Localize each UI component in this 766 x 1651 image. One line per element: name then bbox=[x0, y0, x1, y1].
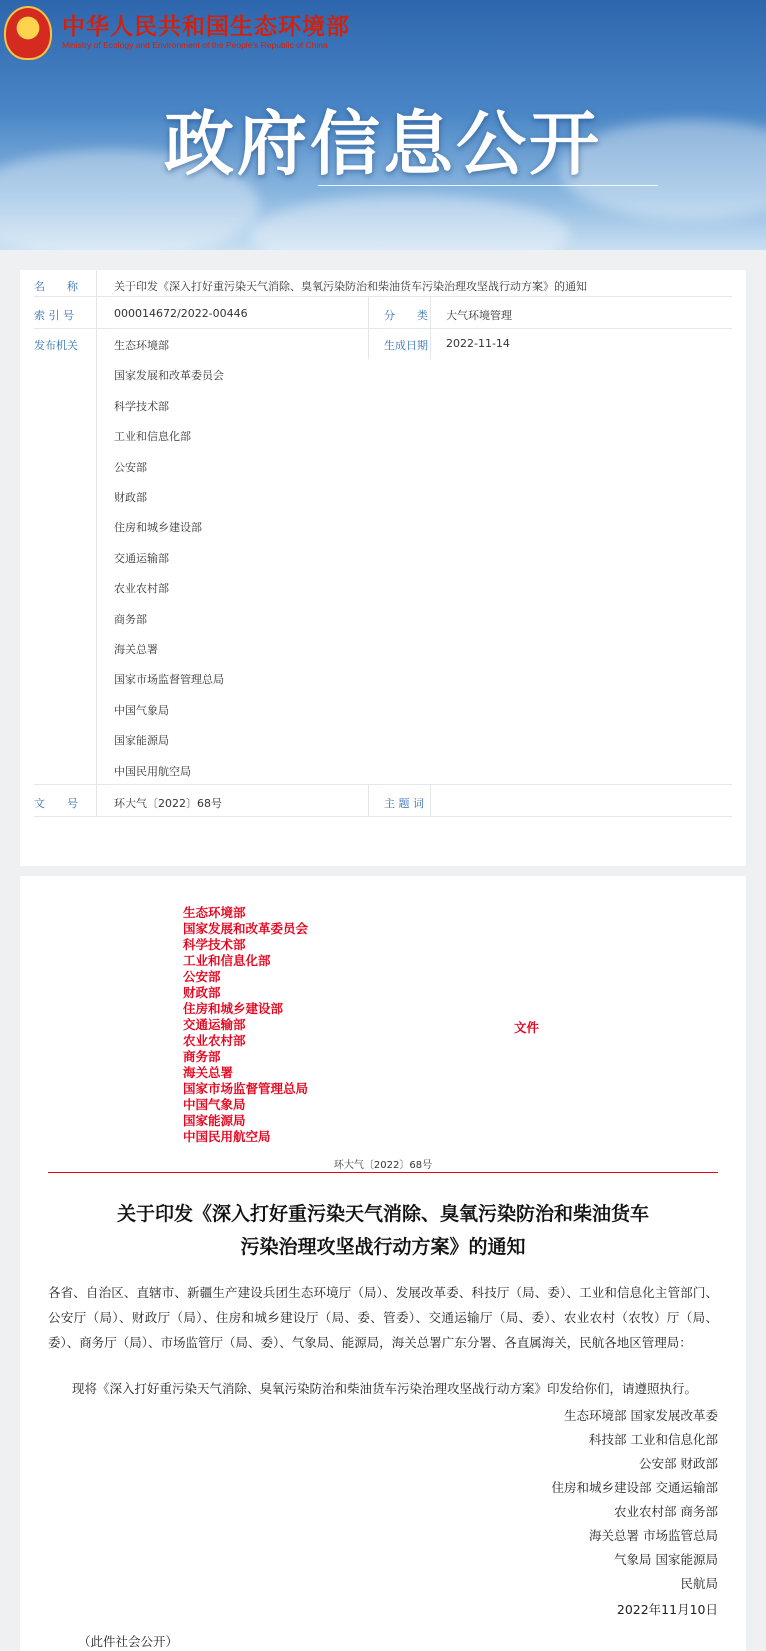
signature-line: 公安部 财政部 bbox=[639, 1456, 718, 1471]
info-row-docno bbox=[34, 785, 732, 817]
red-issuer: 中国民用航空局 bbox=[183, 1129, 271, 1144]
title-line: 污染治理攻坚战行动方案》的通知 bbox=[240, 1236, 526, 1258]
index-value: 000014672/2022-00446 bbox=[114, 307, 248, 320]
column-divider bbox=[368, 297, 369, 328]
name-label: 名 称 bbox=[34, 280, 78, 293]
issuer-item: 生态环境部 bbox=[114, 339, 169, 352]
issuer-item: 住房和城乡建设部 bbox=[114, 521, 202, 534]
signature-line: 科技部 工业和信息化部 bbox=[589, 1432, 718, 1447]
column-divider bbox=[368, 329, 369, 359]
red-header-issuers bbox=[183, 905, 308, 1145]
issuer-item: 中国气象局 bbox=[114, 704, 169, 717]
banner-title: 政府信息公开 bbox=[164, 103, 602, 185]
red-issuer: 住房和城乡建设部 bbox=[183, 1001, 284, 1016]
docno-label: 文 号 bbox=[34, 797, 78, 810]
national-emblem-icon[interactable]: ★ bbox=[4, 6, 52, 60]
red-issuer: 科学技术部 bbox=[183, 937, 246, 952]
name-value: 关于印发《深入打好重污染天气消除、臭氧污染防治和柴油货车污染治理攻坚战行动方案》的通知 bbox=[114, 280, 587, 293]
document-title bbox=[20, 1198, 746, 1264]
red-issuer: 工业和信息化部 bbox=[183, 953, 271, 968]
body-paragraph: 现将《深入打好重污染天气消除、臭氧污染防治和柴油货车污染治理攻坚战行动方案》印发给你们，请遵照执行。 bbox=[72, 1381, 698, 1396]
red-issuer: 国家发展和改革委员会 bbox=[183, 921, 309, 936]
red-issuer: 生态环境部 bbox=[183, 905, 246, 920]
red-issuer: 海关总署 bbox=[183, 1065, 234, 1080]
index-label: 索 引 号 bbox=[34, 309, 74, 322]
column-divider bbox=[430, 785, 431, 816]
issuer-label: 发布机关 bbox=[34, 339, 78, 352]
red-issuer: 商务部 bbox=[183, 1049, 221, 1064]
addressees-paragraph: 各省、自治区、直辖市、新疆生产建设兵团生态环境厅（局）、发展改革委、科技厅（局、委）、工业和信息化主管部门、公安厅（局）、财政厅（局）、住房和城乡建设厅（局、委、管委）、交通运输厅（局、委）、农业农村（农牧）厅（局、委）、商务厅（局）、市场监管厅（局、委）、气象局、能源局，海关总署广东分署、各直属海关，民航各地区管理局： bbox=[48, 1285, 718, 1350]
document-number: 环大气〔2022〕68号 bbox=[333, 1160, 433, 1171]
column-divider bbox=[430, 329, 431, 359]
category-label: 分 类 bbox=[384, 309, 428, 322]
sign-date: 2022年11月10日 bbox=[616, 1602, 718, 1617]
red-divider bbox=[48, 1172, 718, 1173]
red-issuer: 国家市场监督管理总局 bbox=[183, 1081, 309, 1096]
issuer-item: 国家市场监督管理总局 bbox=[114, 673, 224, 686]
info-row-index bbox=[34, 297, 732, 329]
column-divider bbox=[368, 785, 369, 816]
ministry-name-cn[interactable]: 中华人民共和国生态环境部 bbox=[62, 14, 350, 40]
issuer-item: 国家发展和改革委员会 bbox=[114, 369, 224, 382]
signature-line: 气象局 国家能源局 bbox=[614, 1552, 718, 1567]
column-divider bbox=[96, 785, 97, 816]
signature-line: 生态环境部 国家发展改革委 bbox=[564, 1408, 718, 1423]
info-row-name bbox=[34, 270, 732, 297]
issuer-item: 公安部 bbox=[114, 461, 147, 474]
red-issuer: 国家能源局 bbox=[183, 1113, 246, 1128]
issuer-item: 海关总署 bbox=[114, 643, 158, 656]
ministry-name-en: Ministry of Ecology and Environment of the People's Republic of China bbox=[62, 40, 328, 50]
header-banner bbox=[0, 0, 766, 250]
issuer-item: 交通运输部 bbox=[114, 552, 169, 565]
signature-line: 住房和城乡建设部 交通运输部 bbox=[551, 1480, 718, 1495]
category-value: 大气环境管理 bbox=[446, 309, 512, 322]
cloud-decoration bbox=[250, 195, 570, 250]
red-issuer: 公安部 bbox=[183, 969, 221, 984]
date-value: 2022-11-14 bbox=[446, 337, 510, 350]
issuer-item: 农业农村部 bbox=[114, 582, 169, 595]
issuer-item: 财政部 bbox=[114, 491, 147, 504]
title-line: 关于印发《深入打好重污染天气消除、臭氧污染防治和柴油货车 bbox=[116, 1203, 649, 1225]
signature-line: 民航局 bbox=[680, 1576, 718, 1591]
docno-value: 环大气〔2022〕68号 bbox=[114, 797, 222, 810]
issuer-item: 科学技术部 bbox=[114, 400, 169, 413]
banner-divider bbox=[318, 185, 658, 186]
subject-label: 主 题 词 bbox=[384, 797, 424, 810]
signature-line: 农业农村部 商务部 bbox=[614, 1504, 718, 1519]
date-label: 生成日期 bbox=[384, 339, 428, 352]
issuer-item: 国家能源局 bbox=[114, 734, 169, 747]
column-divider bbox=[96, 329, 97, 784]
document-info-panel bbox=[20, 270, 746, 866]
signature-line: 海关总署 市场监管总局 bbox=[589, 1528, 718, 1543]
issuer-item: 中国民用航空局 bbox=[114, 765, 191, 778]
red-issuer: 农业农村部 bbox=[183, 1033, 246, 1048]
info-row-issuer bbox=[34, 329, 732, 785]
publicity-note: （此件社会公开） bbox=[78, 1634, 179, 1649]
wenjian-label: 文件 bbox=[514, 1020, 540, 1035]
issuer-item: 工业和信息化部 bbox=[114, 430, 191, 443]
red-issuer: 交通运输部 bbox=[183, 1017, 246, 1032]
red-issuer: 财政部 bbox=[183, 985, 221, 1000]
red-issuer: 中国气象局 bbox=[183, 1097, 246, 1112]
issuer-item: 商务部 bbox=[114, 613, 147, 626]
column-divider bbox=[430, 297, 431, 328]
document-body bbox=[20, 876, 746, 1651]
column-divider bbox=[96, 297, 97, 328]
column-divider bbox=[96, 270, 97, 296]
